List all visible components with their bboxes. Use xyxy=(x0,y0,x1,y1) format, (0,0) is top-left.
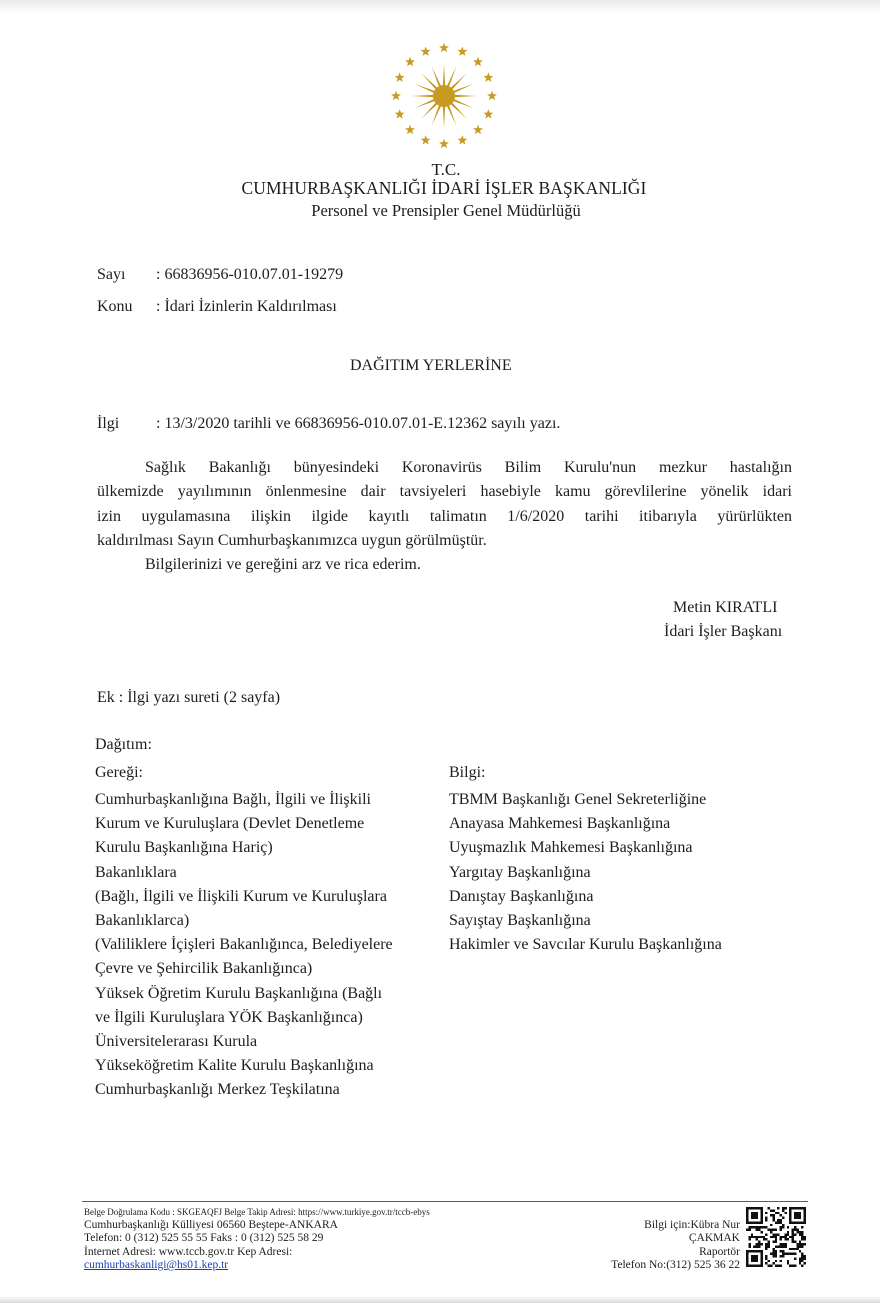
qr-module xyxy=(782,1224,784,1226)
body-line-2: ülkemizde yayılımının önlenmesine dair tavsiyeleri hasebiyle kamu görevlilerine yönelik idari xyxy=(97,483,792,500)
qr-module xyxy=(765,1233,767,1235)
qr-module xyxy=(794,1226,796,1228)
gerekli-item: Üniversitelerarası Kurula xyxy=(95,1033,258,1050)
qr-module xyxy=(760,1231,762,1233)
qr-module xyxy=(775,1212,777,1214)
qr-module xyxy=(804,1243,806,1245)
qr-module xyxy=(780,1255,782,1257)
qr-module xyxy=(804,1262,806,1264)
qr-module xyxy=(799,1231,801,1233)
qr-module xyxy=(801,1245,803,1247)
qr-module xyxy=(799,1233,801,1235)
emblem-star xyxy=(439,43,449,52)
qr-module xyxy=(756,1226,758,1228)
qr-module xyxy=(794,1229,796,1231)
qr-module xyxy=(780,1236,782,1238)
qr-module xyxy=(748,1229,750,1231)
qr-module xyxy=(777,1219,779,1221)
addressee: DAĞITIM YERLERİNE xyxy=(350,357,512,374)
qr-module xyxy=(782,1255,784,1257)
qr-module xyxy=(765,1226,767,1228)
qr-module xyxy=(760,1236,762,1238)
qr-module xyxy=(765,1262,767,1264)
qr-module xyxy=(799,1243,801,1245)
qr-module xyxy=(794,1241,796,1243)
qr-module xyxy=(801,1238,803,1240)
qr-module xyxy=(768,1260,770,1262)
header-department: Personel ve Prensipler Genel Müdürlüğü xyxy=(311,201,581,220)
qr-module xyxy=(758,1236,760,1238)
gerekli-item: Kurum ve Kuruluşlara (Devlet Denetleme xyxy=(95,815,365,833)
qr-module xyxy=(801,1243,803,1245)
qr-module xyxy=(792,1229,794,1231)
qr-module xyxy=(804,1257,806,1259)
bilgi-item: Danıştay Başkanlığına xyxy=(449,887,594,905)
qr-module xyxy=(775,1233,777,1235)
qr-module xyxy=(763,1226,765,1228)
qr-module xyxy=(768,1241,770,1243)
qr-module xyxy=(770,1231,772,1233)
qr-module xyxy=(780,1229,782,1231)
qr-module xyxy=(775,1265,777,1267)
bilgi-item: Uyuşmazlık Mahkemesi Başkanlığına xyxy=(449,839,693,857)
emblem-star xyxy=(439,139,449,148)
qr-module xyxy=(765,1238,767,1240)
qr-module xyxy=(801,1253,803,1255)
qr-module xyxy=(792,1236,794,1238)
qr-module xyxy=(768,1207,770,1209)
qr-module xyxy=(760,1226,762,1228)
bilgi-item: Anayasa Mahkemesi Başkanlığına xyxy=(449,815,671,833)
qr-module xyxy=(751,1233,753,1235)
konu-value: : İdari İzinlerin Kaldırılması xyxy=(156,298,337,315)
qr-module xyxy=(748,1243,750,1245)
qr-module xyxy=(801,1236,803,1238)
qr-module xyxy=(784,1207,786,1209)
qr-module xyxy=(748,1236,750,1238)
emblem-star xyxy=(395,109,405,118)
qr-module xyxy=(772,1209,774,1211)
qr-module xyxy=(796,1229,798,1231)
qr-module xyxy=(796,1248,798,1250)
emblem-ray xyxy=(454,95,476,97)
qr-module xyxy=(792,1238,794,1240)
qr-module xyxy=(756,1245,758,1247)
emblem-star xyxy=(421,135,431,144)
footer-address: Cumhurbaşkanlığı Külliyesi 06560 Beştepe-ANKARA xyxy=(84,1219,338,1231)
qr-module xyxy=(784,1253,786,1255)
qr-module xyxy=(777,1221,779,1223)
qr-module xyxy=(768,1265,770,1267)
qr-module xyxy=(770,1236,772,1238)
qr-module xyxy=(787,1233,789,1235)
signatory-name: Metin KIRATLI xyxy=(673,599,778,616)
qr-module xyxy=(799,1260,801,1262)
qr-module xyxy=(760,1243,762,1245)
qr-module xyxy=(775,1250,777,1252)
qr-module xyxy=(777,1207,779,1209)
emblem-star xyxy=(483,109,493,118)
emblem-sun-core xyxy=(433,85,455,107)
qr-module xyxy=(787,1253,789,1255)
body-line-3: izin uygulamasına ilişkin ilgide kayıtlı talimatın 1/6/2020 tarihi itibarıyla yürürlükten xyxy=(97,508,792,525)
body-line-4: kaldırılması Sayın Cumhurbaşkanımızca uygun görülmüştür. xyxy=(97,532,487,549)
gerekli-item: Cumhurbaşkanlığı Merkez Teşkilatına xyxy=(95,1081,340,1099)
qr-module xyxy=(794,1265,796,1267)
qr-module xyxy=(789,1236,791,1238)
emblem-ray xyxy=(443,64,445,86)
footer-verify-line: Belge Doğrulama Kodu : SKGEAQFJ Belge Takip Adresi: https://www.turkiye.gov.tr/tccb-ebys xyxy=(84,1207,430,1217)
attachment-note: Ek : İlgi yazı sureti (2 sayfa) xyxy=(97,689,281,706)
qr-module xyxy=(748,1238,750,1240)
qr-module xyxy=(775,1255,777,1257)
qr-module xyxy=(804,1238,806,1240)
qr-module xyxy=(772,1255,774,1257)
qr-module xyxy=(784,1243,786,1245)
ilgi-value: : 13/3/2020 tarihli ve 66836956-010.07.01-E.12362 sayılı yazı. xyxy=(156,415,561,432)
qr-module xyxy=(772,1236,774,1238)
contact-role: Raportör xyxy=(699,1246,740,1258)
qr-module xyxy=(772,1214,774,1216)
qr-module xyxy=(751,1236,753,1238)
emblem-star xyxy=(457,46,467,55)
qr-module xyxy=(801,1226,803,1228)
qr-module xyxy=(765,1245,767,1247)
emblem-star xyxy=(391,91,401,100)
page-top-shadow xyxy=(0,0,880,14)
qr-module xyxy=(780,1260,782,1262)
qr-module xyxy=(792,1231,794,1233)
gerekli-item: Yükseköğretim Kalite Kurulu Başkanlığına xyxy=(95,1057,374,1075)
emblem-star xyxy=(405,125,415,134)
qr-module xyxy=(787,1260,789,1262)
gerekli-item: Kurulu Başkanlığına Hariç) xyxy=(95,839,273,857)
qr-module xyxy=(799,1250,801,1252)
qr-module xyxy=(775,1229,777,1231)
qr-module xyxy=(782,1226,784,1228)
qr-module xyxy=(775,1260,777,1262)
qr-module xyxy=(768,1229,770,1231)
qr-module xyxy=(772,1233,774,1235)
qr-module xyxy=(765,1243,767,1245)
emblem-star xyxy=(473,57,483,66)
qr-module xyxy=(794,1212,801,1219)
qr-module xyxy=(801,1231,803,1233)
qr-module xyxy=(784,1236,786,1238)
qr-module xyxy=(777,1212,779,1214)
qr-module xyxy=(765,1248,767,1250)
emblem-ray xyxy=(443,106,445,128)
qr-module xyxy=(765,1257,767,1259)
qr-module xyxy=(782,1236,784,1238)
qr-module xyxy=(784,1212,786,1214)
qr-module xyxy=(770,1224,772,1226)
qr-module xyxy=(780,1243,782,1245)
qr-module xyxy=(770,1209,772,1211)
qr-module xyxy=(794,1233,796,1235)
qr-module xyxy=(801,1233,803,1235)
qr-module xyxy=(792,1253,794,1255)
konu-label: Konu xyxy=(97,298,133,315)
qr-module xyxy=(780,1214,782,1216)
qr-module xyxy=(801,1257,803,1259)
qr-module xyxy=(772,1241,774,1243)
qr-module xyxy=(796,1231,798,1233)
qr-module xyxy=(796,1243,798,1245)
body-line-1: Sağlık Bakanlığı bünyesindeki Koronavirüs Bilim Kurulu'nun mezkur hastalığın xyxy=(145,459,792,476)
qr-module xyxy=(753,1236,755,1238)
ilgi-label: İlgi xyxy=(97,415,120,432)
qr-module xyxy=(763,1236,765,1238)
qr-module xyxy=(756,1236,758,1238)
qr-module xyxy=(780,1219,782,1221)
qr-module xyxy=(794,1248,796,1250)
emblem-star xyxy=(473,125,483,134)
qr-module xyxy=(775,1245,777,1247)
qr-module xyxy=(775,1236,777,1238)
contact-phone: Telefon No:(312) 525 36 22 xyxy=(611,1259,740,1271)
qr-module xyxy=(789,1253,791,1255)
qr-module xyxy=(777,1265,779,1267)
bilgi-item: Yargıtay Başkanlığına xyxy=(449,863,591,881)
qr-module xyxy=(775,1238,777,1240)
qr-module xyxy=(782,1243,784,1245)
qr-module xyxy=(763,1238,765,1240)
bilgi-item: Hakimler ve Savcılar Kurulu Başkanlığına xyxy=(449,936,722,954)
emblem-star xyxy=(483,72,493,81)
gerekli-item: Bakanlıklara xyxy=(95,863,177,881)
qr-module xyxy=(782,1253,784,1255)
bilgi-item: TBMM Başkanlığı Genel Sekreterliğine xyxy=(449,791,707,808)
qr-module xyxy=(772,1262,774,1264)
contact-surname: ÇAKMAK xyxy=(688,1232,740,1244)
qr-module xyxy=(804,1255,806,1257)
qr-module xyxy=(772,1219,774,1221)
emblem-star xyxy=(421,46,431,55)
gerekli-title: Gereği: xyxy=(95,764,143,781)
qr-module xyxy=(772,1229,774,1231)
qr-module xyxy=(748,1245,750,1247)
sayi-label: Sayı xyxy=(97,266,126,283)
qr-module xyxy=(782,1207,784,1209)
qr-module xyxy=(758,1243,760,1245)
qr-module xyxy=(780,1238,782,1240)
contact-for-info: Bilgi için:Kübra Nur xyxy=(644,1219,740,1231)
qr-module xyxy=(770,1265,772,1267)
qr-module xyxy=(792,1241,794,1243)
qr-module xyxy=(784,1238,786,1240)
qr-module xyxy=(789,1265,791,1267)
qr-module xyxy=(799,1262,801,1264)
qr-module xyxy=(804,1236,806,1238)
qr-module xyxy=(748,1226,750,1228)
qr-module xyxy=(784,1233,786,1235)
qr-module xyxy=(775,1241,777,1243)
footer-internet: İnternet Adresi: www.tccb.gov.tr Kep Adresi: xyxy=(84,1246,293,1258)
qr-module xyxy=(758,1226,760,1228)
header-institution: CUMHURBAŞKANLIĞI İDARİ İŞLER BAŞKANLIĞI xyxy=(241,178,647,198)
emblem-star xyxy=(487,91,497,100)
qr-module xyxy=(753,1245,755,1247)
qr-module xyxy=(780,1245,782,1247)
qr-module xyxy=(787,1231,789,1233)
qr-module xyxy=(753,1226,755,1228)
qr-module xyxy=(801,1255,803,1257)
qr-module xyxy=(801,1265,803,1267)
qr-module xyxy=(758,1229,760,1231)
header-country: T.C. xyxy=(431,160,461,179)
qr-module xyxy=(787,1262,789,1264)
qr-module xyxy=(777,1245,779,1247)
gerekli-item: Bakanlıklarca) xyxy=(95,912,190,929)
qr-module xyxy=(799,1257,801,1259)
qr-module xyxy=(772,1253,774,1255)
qr-module xyxy=(772,1248,774,1250)
qr-module xyxy=(801,1260,803,1262)
qr-module xyxy=(768,1245,770,1247)
qr-module xyxy=(772,1217,774,1219)
qr-module xyxy=(796,1245,798,1247)
qr-module xyxy=(787,1238,789,1240)
qr-module xyxy=(792,1265,794,1267)
qr-module xyxy=(777,1233,779,1235)
qr-module xyxy=(751,1212,758,1219)
qr-module xyxy=(780,1226,782,1228)
qr-module xyxy=(782,1217,784,1219)
qr-module xyxy=(782,1209,784,1211)
qr-module xyxy=(799,1241,801,1243)
emblem-ray xyxy=(412,95,434,97)
bilgi-item: Sayıştay Başkanlığına xyxy=(449,912,591,929)
qr-module xyxy=(758,1241,760,1243)
qr-module xyxy=(770,1253,772,1255)
qr-module xyxy=(751,1226,753,1228)
qr-module xyxy=(794,1253,796,1255)
gerekli-item: Cumhurbaşkanlığına Bağlı, İlgili ve İlişkili xyxy=(95,791,371,808)
qr-module xyxy=(772,1250,774,1252)
qr-module xyxy=(770,1229,772,1231)
qr-module xyxy=(780,1221,782,1223)
bilgi-title: Bilgi: xyxy=(449,764,486,781)
qr-module xyxy=(765,1217,767,1219)
footer-rule xyxy=(82,1201,808,1202)
qr-module xyxy=(746,1229,748,1231)
qr-module xyxy=(789,1248,791,1250)
gerekli-item: Yüksek Öğretim Kurulu Başkanlığına (Bağlı xyxy=(95,984,383,1002)
qr-module xyxy=(768,1243,770,1245)
qr-module xyxy=(780,1250,782,1252)
qr-module xyxy=(792,1233,794,1235)
qr-module xyxy=(775,1221,777,1223)
qr-module xyxy=(775,1253,777,1255)
qr-module xyxy=(782,1245,784,1247)
page-bottom-edge xyxy=(0,1296,880,1303)
qr-module xyxy=(765,1255,767,1257)
qr-module xyxy=(756,1243,758,1245)
footer-kep-link[interactable]: cumhurbaskanligi@hs01.kep.tr xyxy=(84,1259,229,1271)
qr-module xyxy=(780,1265,782,1267)
emblem-star xyxy=(457,135,467,144)
gerekli-item: (Bağlı, İlgili ve İlişkili Kurum ve Kuruluşlara xyxy=(95,887,387,905)
qr-module xyxy=(792,1248,794,1250)
body-closing: Bilgilerinizi ve gereğini arz ve rica ederim. xyxy=(145,556,421,573)
gerekli-item: ve İlgili Kuruluşlara YÖK Başkanlığınca) xyxy=(95,1008,363,1026)
qr-module xyxy=(765,1212,767,1214)
qr-module xyxy=(770,1214,772,1216)
distribution-title: Dağıtım: xyxy=(95,736,152,753)
qr-module xyxy=(787,1226,789,1228)
qr-module xyxy=(756,1238,758,1240)
qr-module xyxy=(794,1257,796,1259)
gerekli-item: Çevre ve Şehircilik Bakanlığınca) xyxy=(95,960,313,978)
gerekli-item: (Valiliklere İçişleri Bakanlığınca, Belediyelere xyxy=(95,936,393,954)
signatory-title: İdari İşler Başkanı xyxy=(664,623,783,640)
emblem-star xyxy=(405,57,415,66)
qr-module xyxy=(784,1245,786,1247)
footer-phone-fax: Telefon: 0 (312) 525 55 55 Faks : 0 (312) 525 58 29 xyxy=(84,1232,324,1244)
presidential-emblem-icon xyxy=(384,36,504,156)
qr-module xyxy=(756,1229,758,1231)
qr-module xyxy=(765,1219,767,1221)
sayi-value: : 66836956-010.07.01-19279 xyxy=(156,266,344,283)
emblem-star xyxy=(395,72,405,81)
qr-module xyxy=(782,1250,784,1252)
qr-code-icon xyxy=(746,1207,806,1267)
qr-module xyxy=(751,1255,758,1262)
qr-module xyxy=(758,1245,760,1247)
qr-module xyxy=(799,1245,801,1247)
